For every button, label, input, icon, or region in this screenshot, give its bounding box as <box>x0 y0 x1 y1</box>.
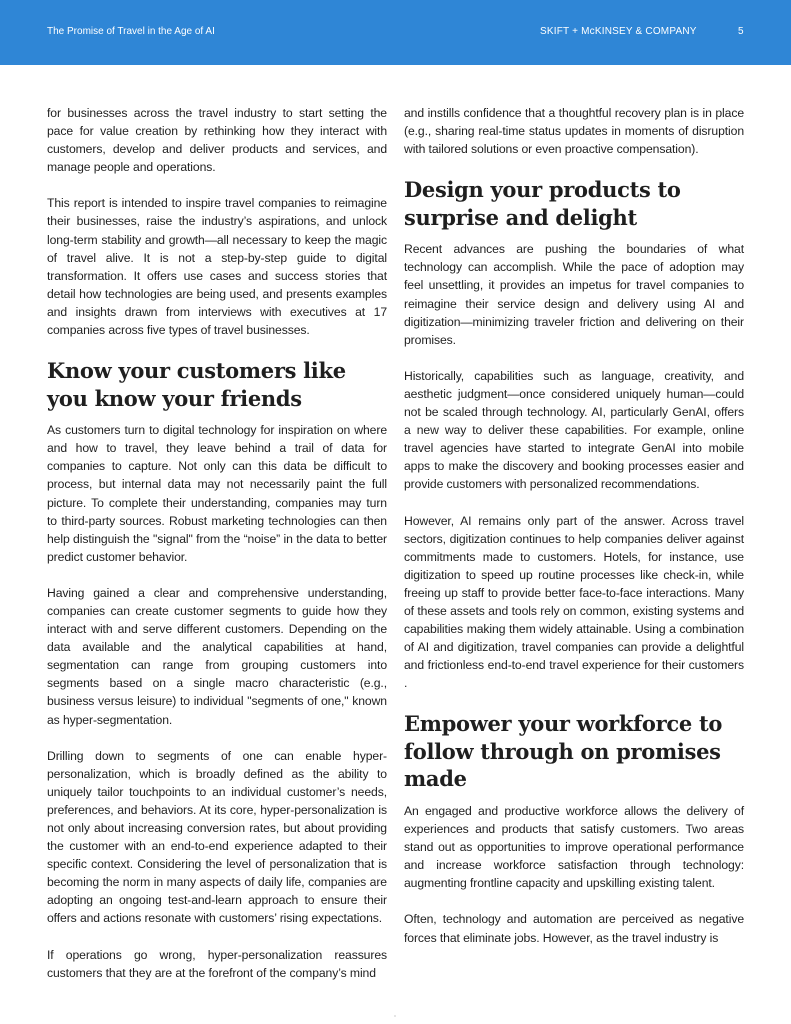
paragraph: for businesses across the travel industry to start setting the pace for value creation by rethinking how they interact with customers, develop and deliver products and services, and manage people and operations. <box>47 106 387 175</box>
paragraph: However, AI remains only part of the answer. Across travel sectors, digitization continues to help companies deliver against commitments made to customers. Hotels, for instance, use digitization to speed up routine processes like check-in, while freeing up staff to provide better face-to-face interactions. Many of these assets and tools rely on common, existing systems and capabilities making them widely attainable. Using a combination of AI and digitization, travel companies can provide a delightful and frictionless end-to-end travel experience for their customers . <box>404 513 744 691</box>
paragraph: An engaged and productive workforce allows the delivery of experiences and products that satisfy customers. Two areas stand out as opportunities to improve operational performance and increase workforce satisfaction through technology: augmenting frontline capacity and upskilling existing talent. <box>404 803 744 891</box>
paragraph: Having gained a clear and comprehensive understanding, companies can create customer segments to guide how they interact with and serve different customers. Depending on the data available and the analytical capabilities at hand, segmentation can range from grouping customers into segments based on a single macro characteristic (e.g., business versus leisure) to individual "segments of one," known as hyper-segmentation. <box>47 585 387 727</box>
paragraph: This report is intended to inspire travel companies to reimagine their businesses, raise the industry’s aspirations, and unlock long-term stability and growth—all necessary to keep the magic of travel alive. It is not a step-by-step guide to digital transformation. It offers use cases and success stories that detail how technologies are being used, and presents examples and insights drawn from interviews with executives at 17 companies across five types of travel businesses. <box>47 196 387 338</box>
paragraph: Often, technology and automation are perceived as negative forces that eliminate jobs. However, as the travel industry is <box>404 912 744 945</box>
right-column <box>404 104 744 965</box>
section-heading-know-customers: Know your customers like you know your friends <box>47 358 346 411</box>
paragraph: If operations go wrong, hyper-personalization reassures customers that they are at the forefront of the company’s mind <box>47 947 387 980</box>
paragraph: Recent advances are pushing the boundaries of what technology can accomplish. While the pace of adoption may feel unsettling, it provides an impetus for travel companies to reimagine their service design and delivery using AI and digitization—minimizing traveler friction and delivering on their promises. <box>404 242 744 347</box>
section-heading-empower-workforce: Empower your workforce to follow through on promises made <box>404 711 723 792</box>
page-number: 5 <box>738 26 744 37</box>
publisher-label: SKIFT + McKINSEY & COMPANY <box>540 26 697 37</box>
paragraph: As customers turn to digital technology for inspiration on where and how to travel, they leave behind a trail of data for companies to capture. Not only can this data be difficult to process, but internal data may not necessarily paint the full picture. To complete their understanding, companies may turn to third-party sources. Robust marketing technologies can then help distinguish the "signal" from the “noise” in the data to better predict customer behavior. <box>47 423 387 564</box>
page-header <box>0 0 791 65</box>
section-heading-design-products: Design your products to surprise and delight <box>404 177 681 230</box>
paragraph: Historically, capabilities such as language, creativity, and aesthetic judgment—once considered uniquely human—could not be scaled through technology. AI, particularly GenAI, offers a new way to deliver these capabilities. For example, online travel agencies have started to integrate GenAI into mobile apps to make the discovery and booking processes easier and provide customers with personalized recommendations. <box>404 368 744 492</box>
report-title: The Promise of Travel in the Age of AI <box>47 26 215 37</box>
paragraph: and instills confidence that a thoughtful recovery plan is in place (e.g., sharing real-time status updates in moments of disruption with tailored solutions or even proactive compensation). <box>404 106 744 157</box>
footer-mark <box>394 1015 396 1017</box>
paragraph: Drilling down to segments of one can enable hyper-personalization, which is broadly defined as the ability to uniquely tailor touchpoints to an individual customer’s needs, preferences, and behaviors. At its core, hyper-personalization is not only about increasing conversion rates, but about providing the customer with an end-to-end experience adapted to their specific context. Considering the level of personalization that is becoming the norm in many aspects of daily life, companies are adopting an ongoing test-and-learn approach to ensure their offers and actions resonate with customers’ rising expectations. <box>47 748 387 926</box>
left-column <box>47 104 387 1000</box>
